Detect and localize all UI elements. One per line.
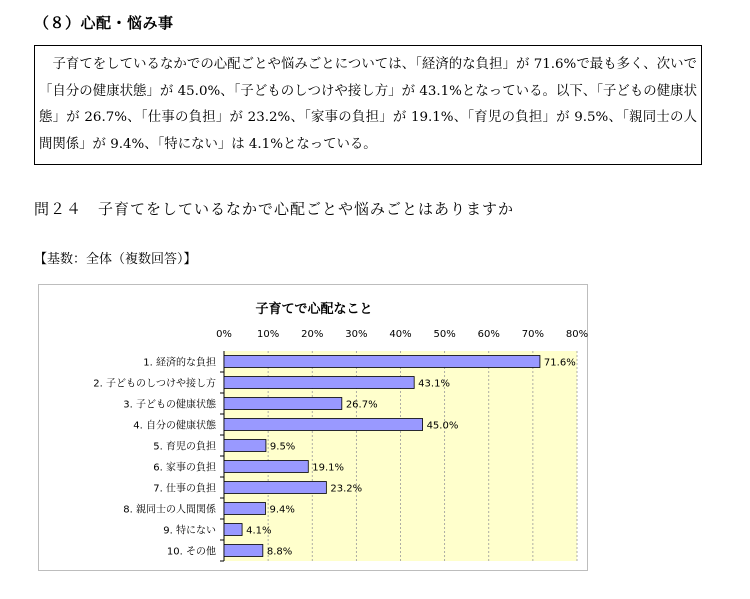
bar xyxy=(224,503,265,515)
value-label: 23.2% xyxy=(330,483,363,495)
value-label: 19.1% xyxy=(312,462,345,474)
category-label: 8. 親同士の人間関係 xyxy=(123,504,216,516)
summary-box xyxy=(34,45,702,165)
chart-frame xyxy=(38,284,588,571)
bar xyxy=(224,356,540,368)
chart-title: 子育てで心配なこと xyxy=(255,302,373,317)
value-label: 71.6% xyxy=(543,357,576,369)
value-label: 4.1% xyxy=(246,525,272,537)
category-label: 7. 仕事の負担 xyxy=(153,483,216,495)
x-tick-label: 0% xyxy=(216,329,232,340)
bar xyxy=(224,545,263,557)
bar xyxy=(224,377,414,389)
question-text: 問２４ 子育てをしているなかで心配ごとや悩みごとはありますか xyxy=(34,200,515,218)
x-tick-label: 60% xyxy=(477,329,500,340)
bar xyxy=(224,398,342,410)
x-tick-label: 80% xyxy=(565,329,589,340)
value-label: 9.4% xyxy=(269,504,295,516)
bar xyxy=(224,524,242,536)
category-label: 6. 家事の負担 xyxy=(153,462,216,474)
value-label: 9.5% xyxy=(269,441,296,453)
category-label: 1. 経済的な負担 xyxy=(143,357,216,369)
category-label: 9. 特にない xyxy=(163,525,216,537)
bar xyxy=(224,461,308,473)
x-tick-label: 20% xyxy=(301,329,324,340)
value-label: 43.1% xyxy=(418,378,450,390)
category-label: 4. 自分の健康状態 xyxy=(133,420,216,432)
category-label: 2. 子どものしつけや接し方 xyxy=(93,378,216,390)
base-label: 【基数：全体（複数回答）】 xyxy=(34,252,197,267)
bar-chart xyxy=(39,285,589,572)
category-label: 10. その他 xyxy=(166,546,216,558)
x-tick-label: 30% xyxy=(345,329,368,340)
summary-text: 子育てをしているなかでの心配ごとや悩みごとについては、「経済的な負担」が 71.6%で最も多く、次いで「自分の健康状態」が 45.0%、「子どものしつけや接し方」が 43.1%となっている。以下、「子どもの健康状態」が 26.7%、「仕事の負担」が 23.2%、「家事の負担」が 19.1%、「育児の負担」が 9.5%、「親同士の人間関係」が 9.4%、「特にない」は 4.1%となっている。 xyxy=(39,57,697,152)
value-label: 8.8% xyxy=(266,546,293,558)
section-heading: （８）心配・悩み事 xyxy=(34,14,174,32)
x-tick-label: 40% xyxy=(389,329,412,340)
bar xyxy=(224,482,326,494)
bar xyxy=(224,419,423,431)
value-label: 45.0% xyxy=(426,420,459,432)
x-tick-label: 10% xyxy=(257,329,280,340)
bar xyxy=(224,440,266,452)
category-label: 5. 育児の負担 xyxy=(153,441,216,453)
value-label: 26.7% xyxy=(345,399,378,411)
x-tick-label: 70% xyxy=(521,329,544,340)
x-tick-label: 50% xyxy=(433,329,456,340)
category-label: 3. 子どもの健康状態 xyxy=(123,399,216,411)
